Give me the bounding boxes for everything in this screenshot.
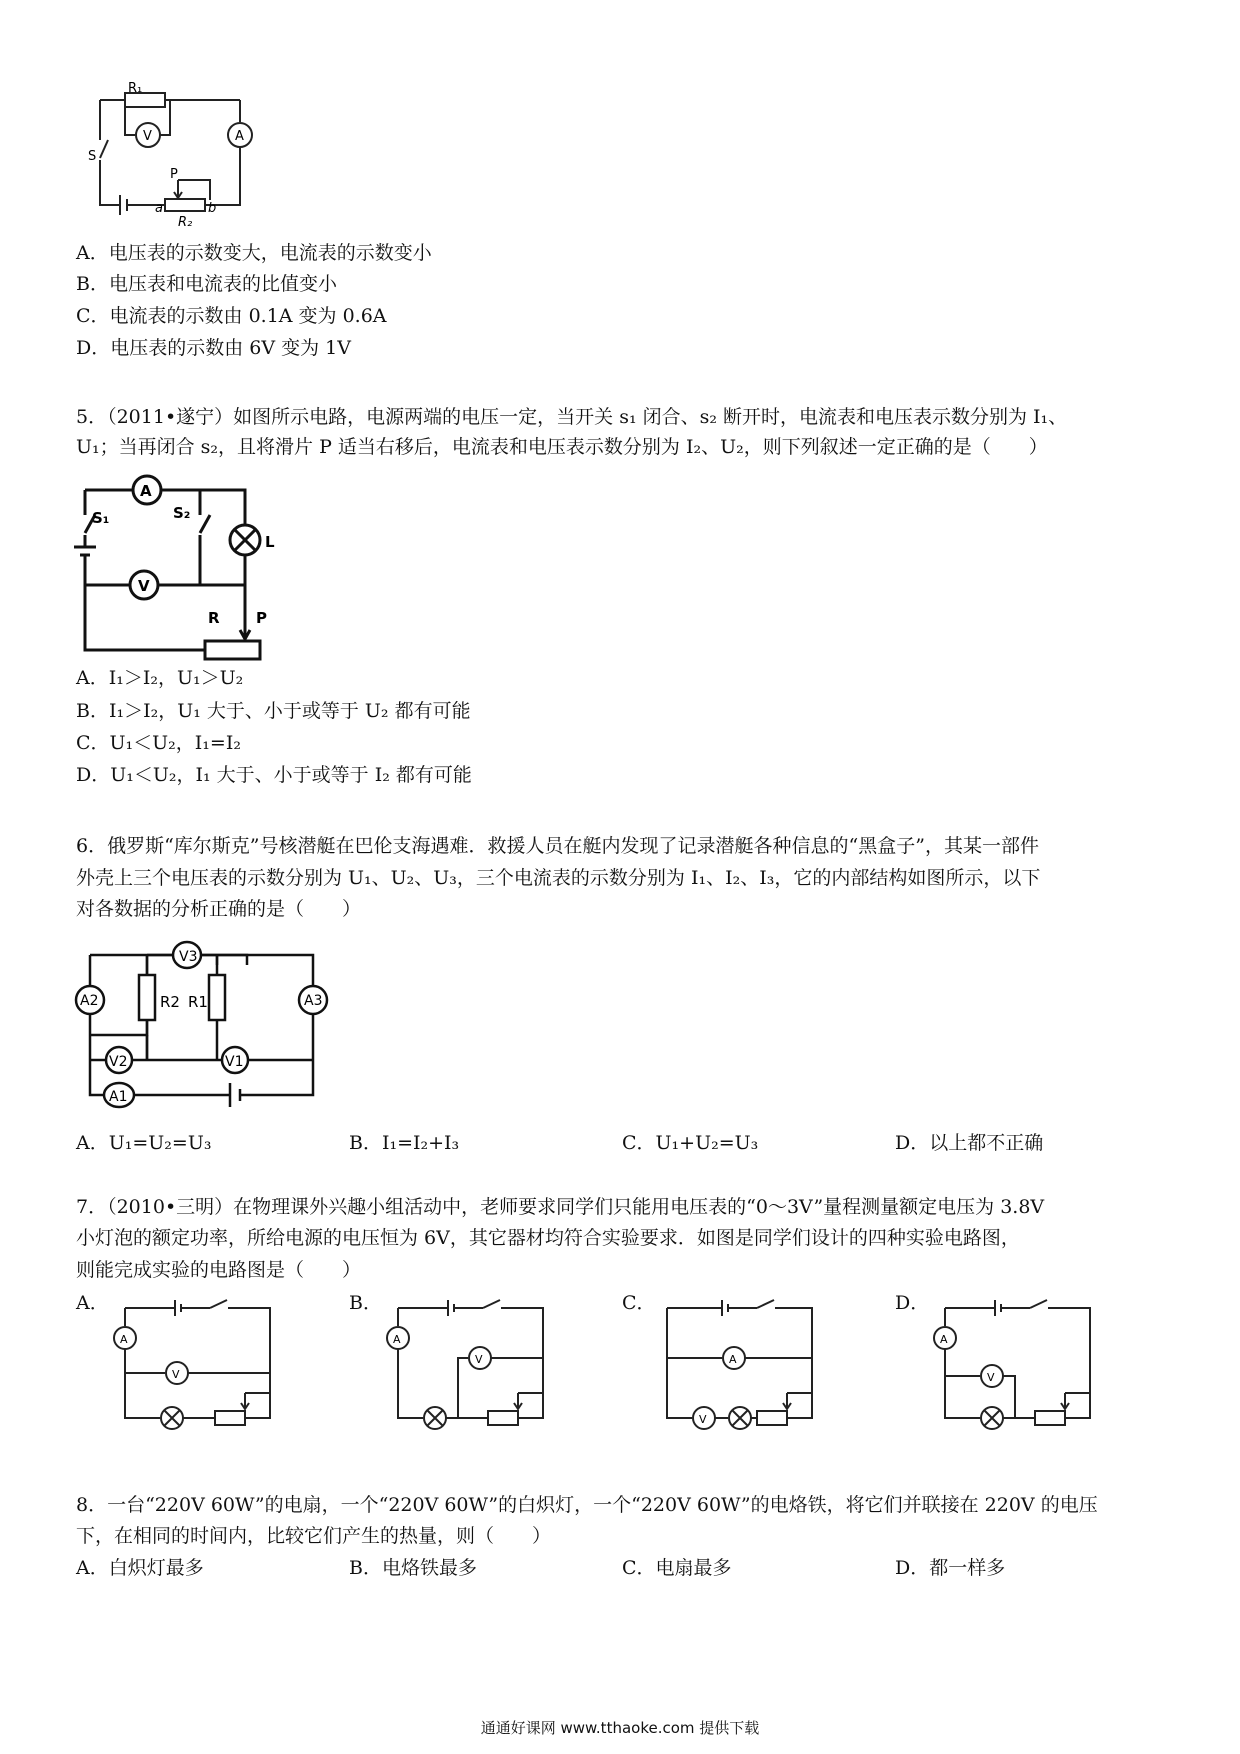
q6-v1-label: V1 <box>225 1054 244 1070</box>
q7-circuit-b[interactable] <box>388 1298 553 1433</box>
q5-ammeter-label: A <box>140 482 152 500</box>
q6-stem-line2: 外壳上三个电压表的示数分别为 U₁、U₂、U₃，三个电流表的示数分别为 I₁、I₂、I₃，它的内部结构如图所示，以下 <box>76 867 1041 889</box>
q5-r-label: R <box>208 609 220 627</box>
q7-stem-line1: 7．（2010•三明）在物理课外兴趣小组活动中，老师要求同学们只能用电压表的“0～3V”量程测量额定电压为 3.8V <box>76 1196 1045 1218</box>
q7-a-voltmeter-label: V <box>172 1368 180 1381</box>
q4-option-d[interactable]: D．电压表的示数由 6V 变为 1V <box>76 337 351 359</box>
q7-option-a-letter[interactable]: A． <box>76 1292 109 1314</box>
q4-circuit-diagram <box>70 80 270 230</box>
q5-circuit-diagram <box>80 475 280 655</box>
q7-option-d-letter[interactable]: D． <box>895 1292 930 1314</box>
q8-option-a[interactable]: A．白炽灯最多 <box>76 1557 204 1579</box>
q6-r2-label: R2 <box>160 993 180 1011</box>
q5-option-d[interactable]: D．U₁＜U₂，I₁ 大于、小于或等于 I₂ 都有可能 <box>76 764 472 786</box>
q6-stem-line1: 6．俄罗斯“库尔斯克”号核潜艇在巴伦支海遇难．救援人员在艇内发现了记录潜艇各种信息的“黑盒子”，其某一部件 <box>76 835 1039 857</box>
q5-lamp-label: L <box>265 533 275 551</box>
q7-c-ammeter-label: A <box>729 1353 737 1366</box>
q7-option-c-letter[interactable]: C． <box>622 1292 656 1314</box>
q7-d-ammeter-label: A <box>940 1333 948 1346</box>
q8-stem-line1: 8．一台“220V 60W”的电扇，一个“220V 60W”的白炽灯，一个“220V 60W”的电烙铁，将它们并联接在 220V 的电压 <box>76 1494 1098 1516</box>
q4-switch-label: S <box>88 149 97 164</box>
q7-d-voltmeter-label: V <box>987 1371 995 1384</box>
q7-stem-line2: 小灯泡的额定功率，所给电源的电压恒为 6V，其它器材均符合实验要求．如图是同学们设计的四种实验电路图， <box>76 1227 1020 1249</box>
q7-b-voltmeter-label: V <box>475 1353 483 1366</box>
q6-circuit-diagram <box>75 945 323 1105</box>
q8-option-b[interactable]: B．电烙铁最多 <box>349 1557 477 1579</box>
q6-stem-line3: 对各数据的分析正确的是（ ） <box>76 898 362 920</box>
q5-stem-line2: U₁；当再闭合 s₂，且将滑片 P 适当右移后，电流表和电压表示数分别为 I₂、U₂，则下列叙述一定正确的是（ ） <box>76 436 1048 458</box>
q5-option-a[interactable]: A．I₁＞I₂，U₁＞U₂ <box>76 667 244 689</box>
q7-option-b-letter[interactable]: B． <box>349 1292 382 1314</box>
q5-s1-label: S₁ <box>92 509 110 527</box>
q6-option-c[interactable]: C．U₁+U₂=U₃ <box>622 1132 759 1154</box>
q8-option-d[interactable]: D．都一样多 <box>895 1557 1006 1579</box>
q6-option-d[interactable]: D．以上都不正确 <box>895 1132 1044 1154</box>
q6-r1-label: R1 <box>188 993 208 1011</box>
q8-stem-line2: 下，在相同的时间内，比较它们产生的热量，则（ ） <box>76 1525 552 1547</box>
q6-option-b[interactable]: B．I₁=I₂+I₃ <box>349 1132 460 1154</box>
q6-a1-label: A1 <box>109 1089 128 1105</box>
q5-voltmeter-label: V <box>138 577 150 595</box>
q4-voltmeter-label: V <box>143 129 152 144</box>
q6-a3-label: A3 <box>304 993 323 1009</box>
q5-option-c[interactable]: C．U₁＜U₂，I₁=I₂ <box>76 732 241 754</box>
q7-b-ammeter-label: A <box>393 1333 401 1346</box>
q7-circuit-a[interactable] <box>115 1298 280 1433</box>
q7-c-voltmeter-label: V <box>699 1413 707 1426</box>
q5-option-b[interactable]: B．I₁＞I₂，U₁ 大于、小于或等于 U₂ 都有可能 <box>76 700 471 722</box>
q4-end-b-label: b <box>208 201 217 216</box>
q5-stem-line1: 5．（2011•遂宁）如图所示电路，电源两端的电压一定，当开关 s₁ 闭合、s₂ 断开时，电流表和电压表示数分别为 I₁、 <box>76 406 1068 428</box>
q8-option-c[interactable]: C．电扇最多 <box>622 1557 732 1579</box>
page-footer: 通通好课网 www.tthaoke.com 提供下载 <box>480 1719 760 1737</box>
q4-option-c[interactable]: C．电流表的示数由 0.1A 变为 0.6A <box>76 305 387 327</box>
q7-circuit-d[interactable] <box>935 1298 1100 1433</box>
q4-r2-label: R₂ <box>178 215 193 230</box>
q6-a2-label: A2 <box>80 993 99 1009</box>
q7-stem-line3: 则能完成实验的电路图是（ ） <box>76 1259 362 1281</box>
q6-v2-label: V2 <box>109 1054 128 1070</box>
q5-p-label: P <box>256 609 267 627</box>
q4-ammeter-label: A <box>235 129 244 144</box>
q4-r1-label: R₁ <box>128 81 143 96</box>
q7-circuit-c[interactable] <box>662 1298 827 1433</box>
q6-v3-label: V3 <box>179 949 198 965</box>
q4-slider-label: P <box>170 167 178 182</box>
q4-option-b[interactable]: B．电压表和电流表的比值变小 <box>76 273 337 295</box>
q6-option-a[interactable]: A．U₁=U₂=U₃ <box>76 1132 212 1154</box>
q4-end-a-label: a <box>155 201 163 216</box>
q7-a-ammeter-label: A <box>120 1333 128 1346</box>
q4-option-a[interactable]: A．电压表的示数变大，电流表的示数变小 <box>76 242 432 264</box>
q5-s2-label: S₂ <box>173 504 191 522</box>
